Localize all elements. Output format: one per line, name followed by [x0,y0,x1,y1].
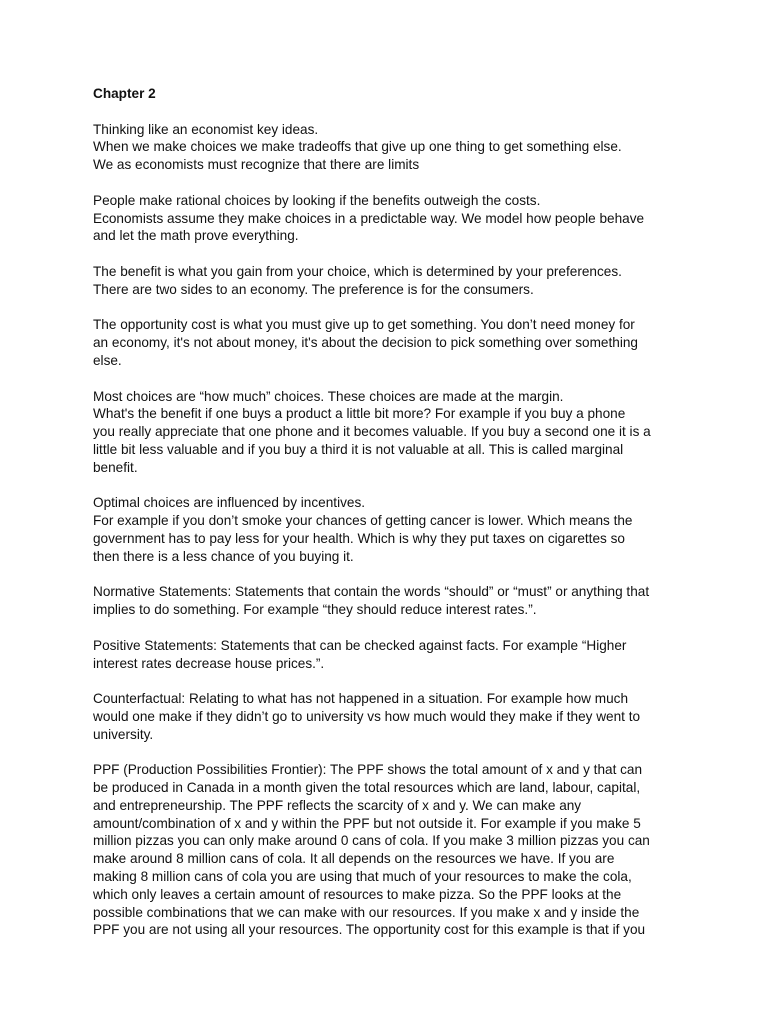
text-line: university. [93,726,154,742]
text-line: When we make choices we make tradeoffs that give up one thing to get something else. [93,139,622,155]
text-line: then there is a less chance of you buying it. [93,548,354,564]
paragraph [93,494,693,565]
paragraph [93,690,693,743]
paragraph [93,583,693,619]
text-line: Thinking like an economist key ideas. [93,121,319,137]
paragraph [93,121,693,174]
paragraph [93,388,693,477]
text-line: be produced in Canada in a month given the total resources which are land, labour, capital, [93,780,641,796]
text-line: Economists assume they make choices in a predictable way. We model how people behave [93,210,645,226]
text-line: else. [93,352,122,368]
text-line: There are two sides to an economy. The preference is for the consumers. [93,281,534,297]
paragraph-list [93,121,693,940]
text-line: make around 8 million cans of cola. It all depends on the resources we have. If you are [93,851,615,867]
text-line: Optimal choices are influenced by incentives. [93,495,366,511]
text-line: and let the math prove everything. [93,228,299,244]
text-line: you really appreciate that one phone and it becomes valuable. If you buy a second one it is a [93,424,651,440]
text-line: For example if you don’t smoke your chances of getting cancer is lower. Which means the [93,513,633,529]
text-line: and entrepreneurship. The PPF reflects the scarcity of x and y. We can make any [93,797,582,813]
text-line: interest rates decrease house prices.”. [93,655,325,671]
text-line: which only leaves a certain amount of resources to make pizza. So the PPF looks at the [93,886,622,902]
paragraph [93,316,693,369]
text-line: Positive Statements: Statements that can be checked against facts. For example “Higher [93,637,627,653]
text-line: PPF you are not using all your resources. The opportunity cost for this example is that if you [93,922,646,938]
paragraph [93,761,693,939]
text-line: amount/combination of x and y within the PPF but not outside it. For example if you make 5 [93,815,641,831]
text-line: million pizzas you can only make around 0 cans of cola. If you make 3 million pizzas you can [93,833,650,849]
text-line: an economy, it's not about money, it's about the decision to pick something over something [93,335,638,351]
paragraph [93,637,693,673]
text-line: making 8 million cans of cola you are using that much of your resources to make the cola, [93,869,632,885]
paragraph [93,192,693,245]
text-line: benefit. [93,459,138,475]
text-line: would one make if they didn’t go to university vs how much would they make if they went to [93,708,641,724]
text-line: Most choices are “how much” choices. These choices are made at the margin. [93,388,564,404]
text-line: PPF (Production Possibilities Frontier): The PPF shows the total amount of x and y that can [93,762,643,778]
text-line: Normative Statements: Statements that contain the words “should” or “must” or anything that [93,584,650,600]
text-line: People make rational choices by looking if the benefits outweigh the costs. [93,192,541,208]
text-line: The benefit is what you gain from your choice, which is determined by your preferences. [93,263,622,279]
text-line: Counterfactual: Relating to what has not happened in a situation. For example how much [93,691,629,707]
text-line: What's the benefit if one buys a product a little bit more? For example if you buy a phone [93,406,626,422]
text-line: government has to pay less for your health. Which is why they put taxes on cigarettes so [93,530,625,546]
document-body [93,85,693,957]
paragraph [93,263,693,299]
text-line: possible combinations that we can make with our resources. If you make x and y inside the [93,904,640,920]
chapter-title: Chapter 2 [93,86,156,101]
text-line: The opportunity cost is what you must give up to get something. You don’t need money for [93,317,635,333]
text-line: little bit less valuable and if you buy a third it is not valuable at all. This is called marginal [93,441,624,457]
text-line: We as economists must recognize that there are limits [93,157,420,173]
text-line: implies to do something. For example “they should reduce interest rates.”. [93,602,537,618]
